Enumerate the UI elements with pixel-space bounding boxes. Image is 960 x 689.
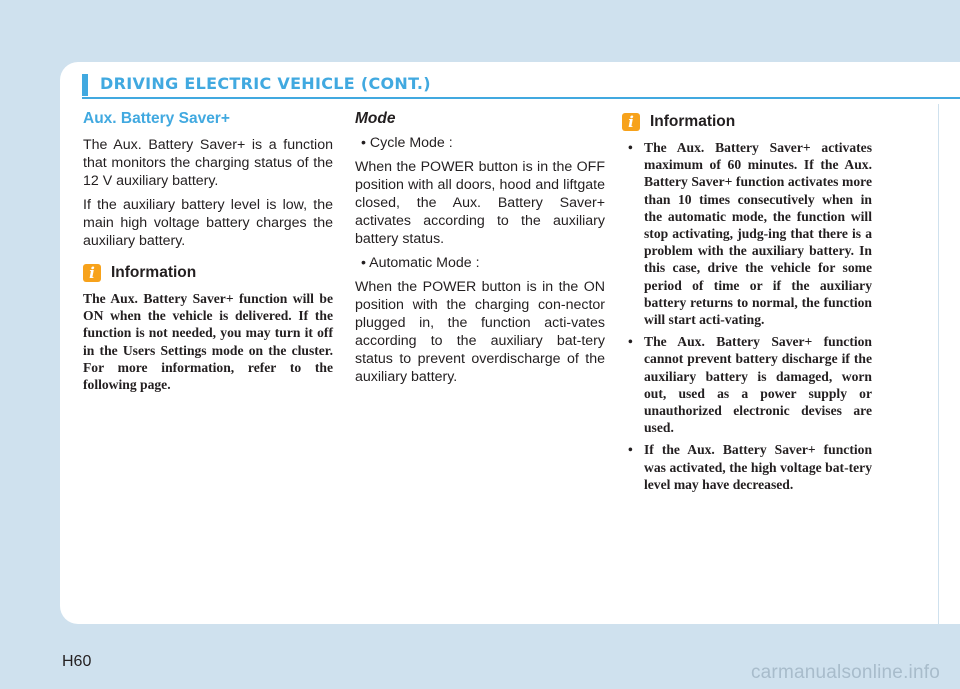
section-header (82, 70, 960, 98)
column-2 (355, 110, 605, 392)
info-bullet-text: The Aux. Battery Saver+ activates maximum of 60 minutes. If the Aux. Battery Saver+ function activates more than 10 times consecutively when in the automatic mode, the function will stop activating, judg-ing that there is a problem with the auxiliary battery. In this case, drive the vehicle for some period of time or if the auxiliary battery returns to normal, the function will start acti-vating. (644, 140, 872, 328)
info-bullet-text: If the Aux. Battery Saver+ function was activated, the high voltage bat-tery level may have decreased. (644, 442, 872, 492)
info-bullet: • If the Aux. Battery Saver+ function was activated, the high voltage bat-tery level may have decreased. (628, 442, 872, 492)
automatic-mode-text: When the POWER button is in the ON position with the charging con-nector plugged in, the function acti-vates according to the auxiliary bat-tery status to prevent overdischarge of the auxiliary battery. (355, 279, 605, 385)
info-title: Information (111, 264, 197, 281)
cycle-mode-text: When the POWER button is in the OFF position with all doors, hood and liftgate closed, the Aux. Battery Saver+ activates according to the auxiliary battery status. (355, 159, 605, 247)
automatic-mode-label: • Automatic Mode : (361, 255, 480, 271)
charging-paragraph: If the auxiliary battery level is low, the main high voltage battery charges the auxiliary battery. (83, 197, 333, 249)
section-title: DRIVING ELECTRIC VEHICLE (CONT.) (100, 74, 431, 93)
intro-paragraph: The Aux. Battery Saver+ is a function that monitors the charging status of the 12 V auxiliary battery. (83, 137, 333, 189)
info-bullet: • The Aux. Battery Saver+ activates maximum of 60 minutes. If the Aux. Battery Saver+ function activates more than 10 times consecutively when in the automatic mode, the function will stop activating, judg-ing that there is a problem with the auxiliary battery. In this case, drive the vehicle for some period of time or if the auxiliary battery returns to normal, the function will start acti-vating. (628, 140, 872, 328)
section-accent-bar (82, 74, 88, 96)
column-3 (622, 103, 872, 498)
info-header-1 (83, 264, 333, 282)
mode-heading: Mode (355, 110, 396, 127)
info-title: Information (650, 113, 736, 130)
watermark-text: carmanualsonline.info (750, 662, 940, 683)
cycle-mode-label: • Cycle Mode : (361, 135, 453, 151)
aux-battery-saver-heading: Aux. Battery Saver+ (83, 110, 230, 127)
info-icon: i (83, 264, 101, 282)
info-icon: i (622, 113, 640, 131)
info-text: The Aux. Battery Saver+ function will be ON when the vehicle is delivered. If the function is not needed, you may turn it off in the Users Settings mode on the cluster. For more information, refer to the following page. (83, 291, 333, 393)
section-rule (82, 97, 960, 99)
info-header-2 (622, 113, 872, 131)
info-bullet: • The Aux. Battery Saver+ function cannot prevent battery discharge if the auxiliary battery is damaged, worn out, used as a power supply or unauthorized electronic devises are used. (628, 334, 872, 436)
column-1 (83, 110, 333, 393)
page-number: H60 (62, 653, 92, 670)
right-margin-rule (938, 104, 939, 624)
info-bullet-text: The Aux. Battery Saver+ function cannot prevent battery discharge if the auxiliary battery is damaged, worn out, used as a power supply or unauthorized electronic devises are used. (644, 334, 872, 436)
